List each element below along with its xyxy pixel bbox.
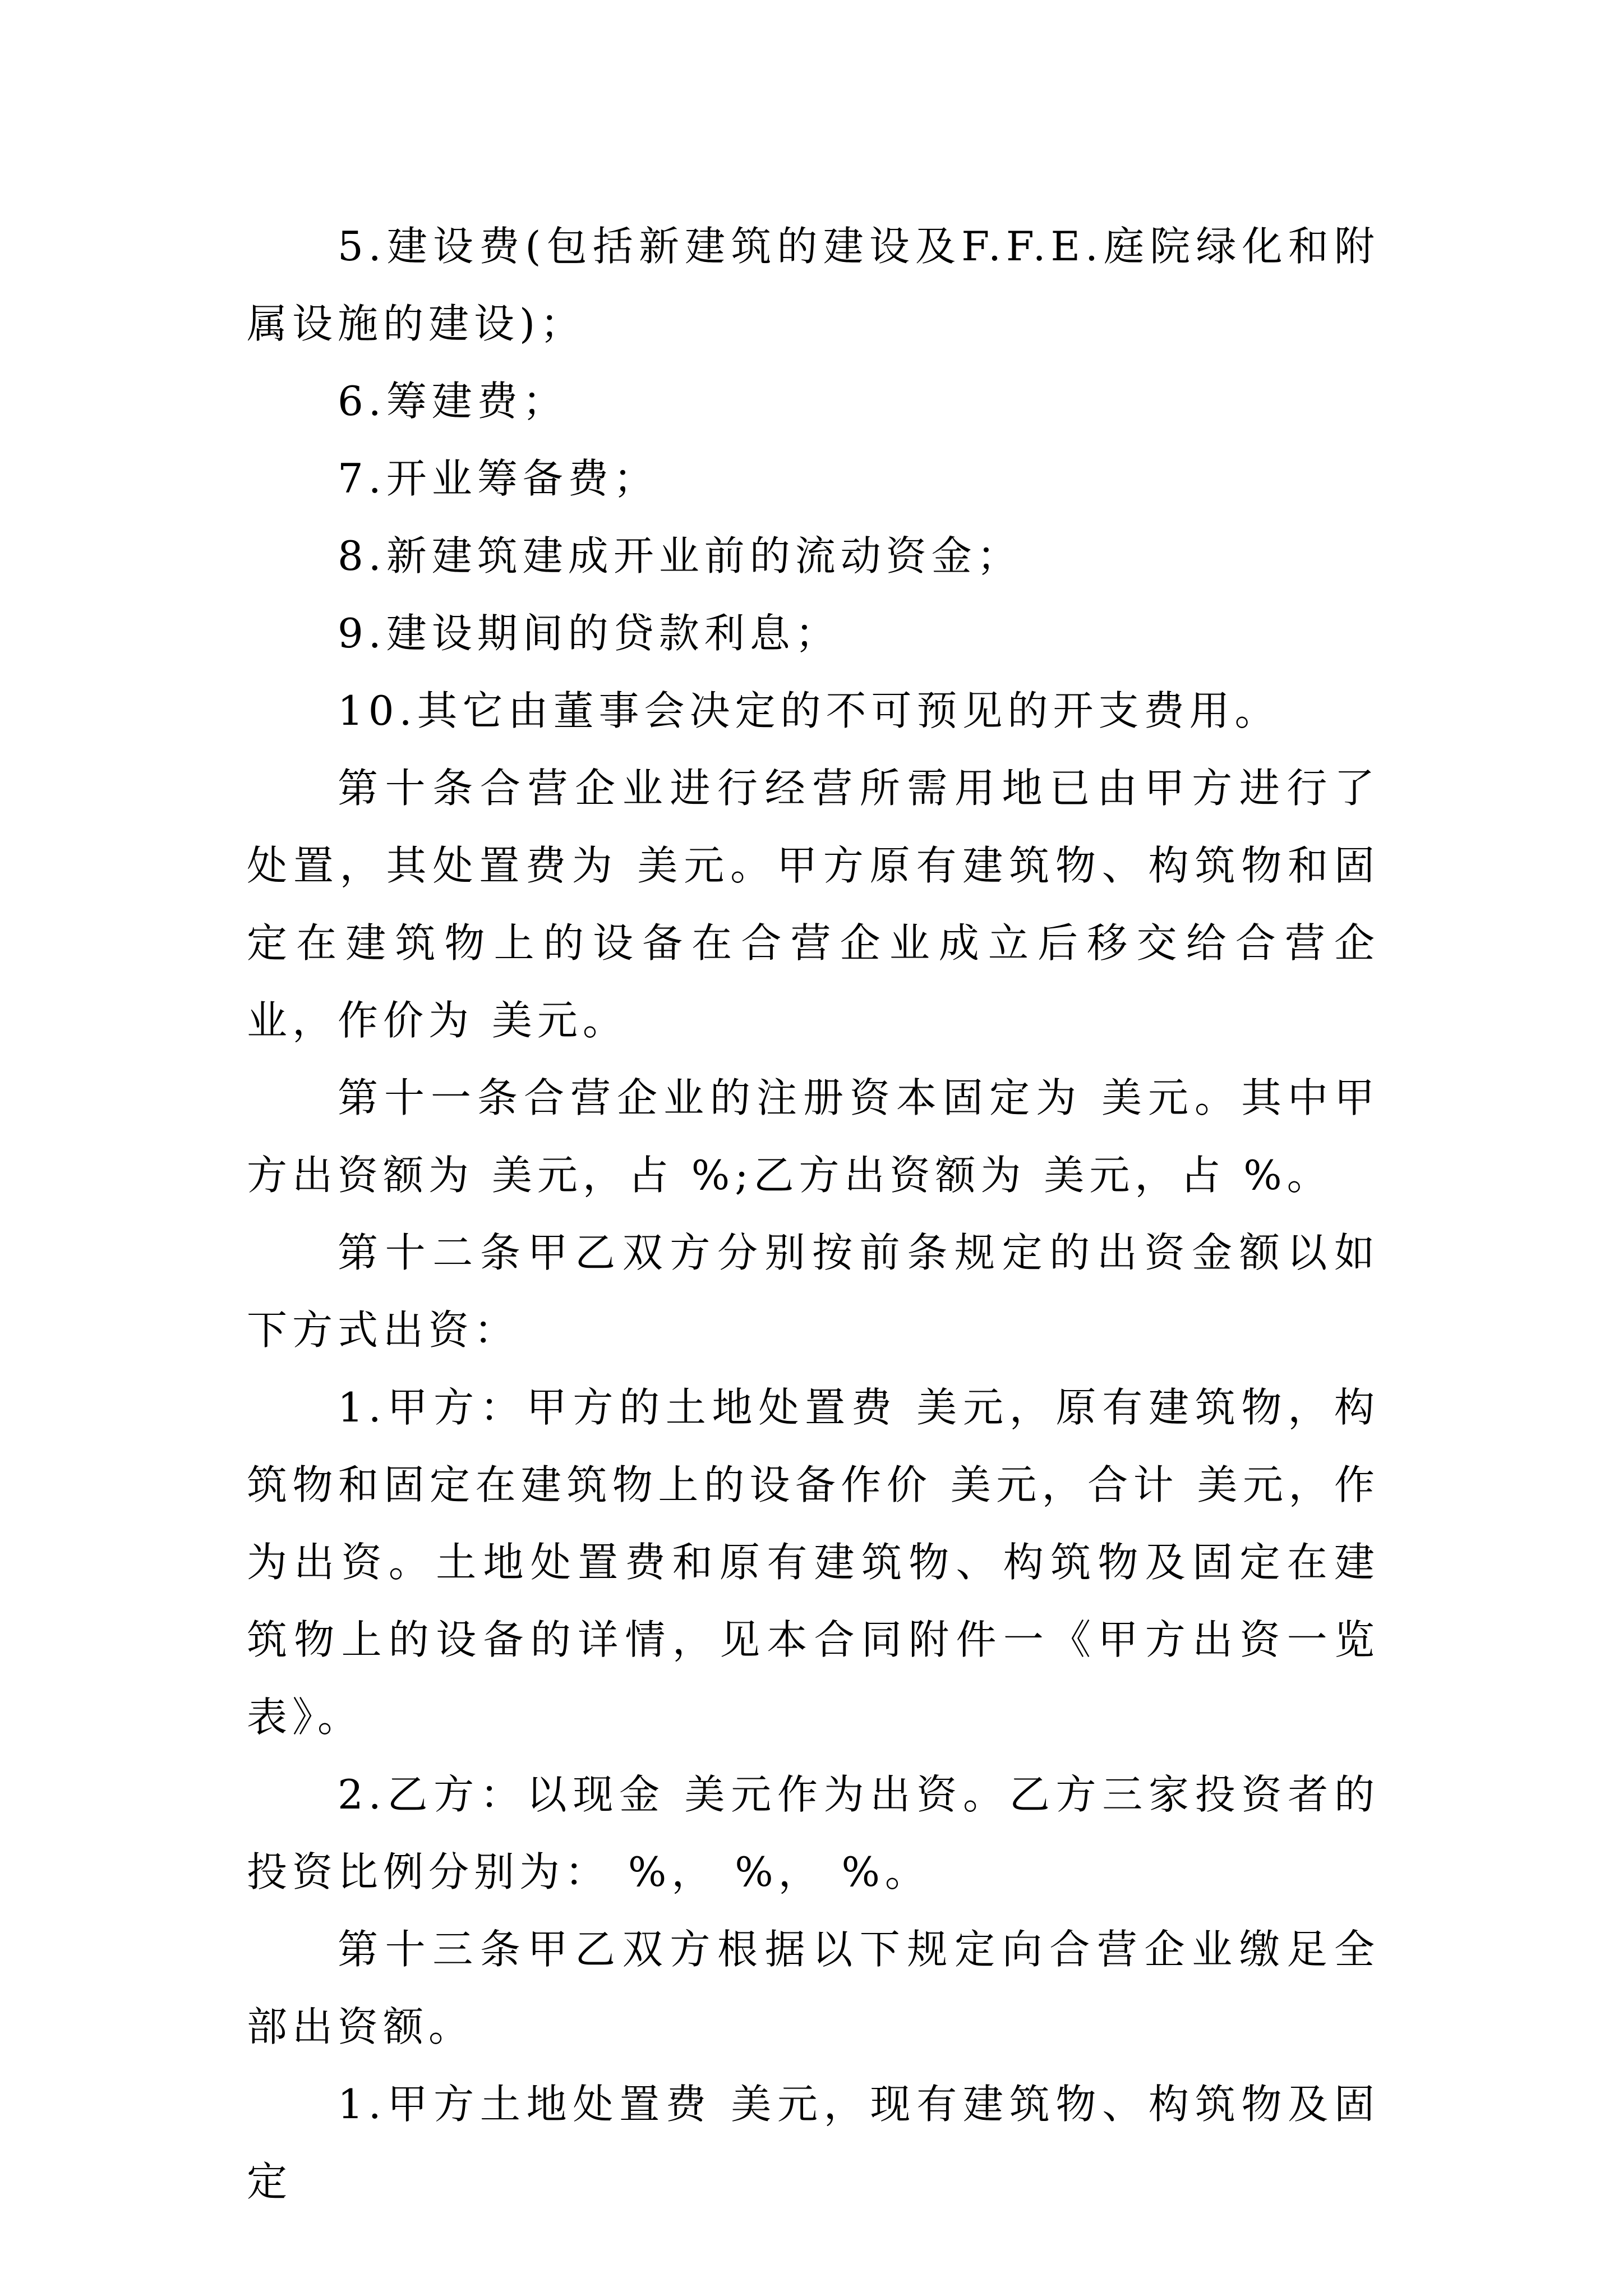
paragraph-item-7-opening-preparation-fee: 7.开业筹备费；: [338, 455, 659, 502]
paragraph-article-13: 第十三条甲乙双方根据以下规定向合营企业缴足全部出资额。: [247, 1926, 1380, 2050]
paragraph-item-6-preparation-fee: 6.筹建费；: [338, 378, 568, 425]
paragraph-article-10: 第十条合营企业进行经营所需用地已由甲方进行了处置，其处置费为 美元。甲方原有建筑物、构筑物和固定在建筑物上的设备在合营企业成立后移交给合营企业，作价为 美元。: [247, 765, 1380, 1044]
paragraph-item-10-other-expenses: 10.其它由董事会决定的不可预见的开支费用。: [338, 687, 1280, 734]
paragraph-item-5-construction-fee: 5.建设费(包括新建筑的建设及F.F.E.庭院绿化和附属设施的建设)；: [247, 223, 1380, 347]
paragraph-item-9-loan-interest: 9.建设期间的贷款利息；: [338, 610, 841, 657]
paragraph-article-13-item-1: 1.甲方土地处置费 美元，现有建筑物、构筑物及固定: [247, 2081, 1380, 2205]
document-body: [247, 208, 1380, 2220]
paragraph-article-12: 第十二条甲乙双方分别按前条规定的出资金额以如下方式出资：: [247, 1229, 1380, 1354]
paragraph-item-8-working-capital: 8.新建筑建成开业前的流动资金；: [338, 532, 1022, 579]
paragraph-article-12-party-a: 1.甲方：甲方的土地处置费 美元，原有建筑物，构筑物和固定在建筑物上的设备作价 美元，合计 美元，作为出资。土地处置费和原有建筑物、构筑物及固定在建筑物上的设备的详情，见本合同附件一《甲方出资一览表》。: [247, 1384, 1380, 1741]
paragraph-article-12-party-b: 2.乙方：以现金 美元作为出资。乙方三家投资者的投资比例分别为： %， %， %。: [247, 1771, 1380, 1895]
paragraph-article-11: 第十一条合营企业的注册资本固定为 美元。其中甲方出资额为 美元，占 %;乙方出资额为 美元，占 %。: [247, 1074, 1380, 1199]
